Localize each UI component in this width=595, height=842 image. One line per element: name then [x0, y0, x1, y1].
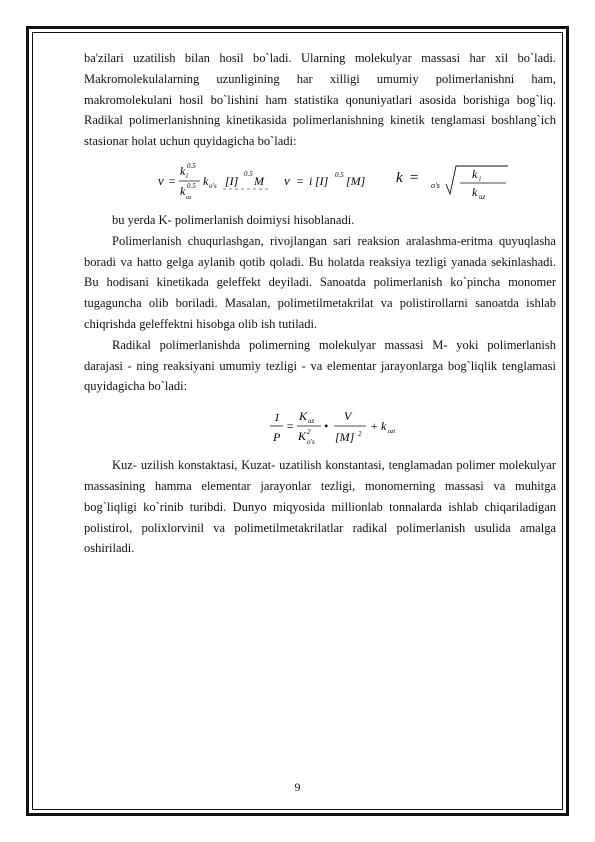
eq1-num-exp: 0.5: [187, 161, 196, 170]
eq3-eq: =: [409, 169, 420, 186]
eq4-k-last-sub: uzt: [388, 429, 396, 436]
page-number: 9: [294, 780, 301, 794]
eq4-P: P: [273, 430, 281, 445]
eq2-M: [M]: [346, 173, 366, 188]
eq1-eq: =: [168, 173, 177, 188]
paragraph-1: ba'zilari uzatilish bilan hosil bo`ladi. Ularning molekulyar massasi har xil bo`ladi. Makromolekulalarning uzunligining har xilligi umumiy polimerlanishni ham, makromolekulani hosil bo`lishini ham statistika qonuniyatlari asosida borishiga bog`liq. Radikal polimerlanishning kinetikasida polimerlanishning kinetik tenglamasi boshlang`ich stasionar holat uchun quyidagicha bo`ladi:: [84, 51, 556, 149]
molecular-mass-equation: [84, 399, 556, 451]
eq4-plus: +: [370, 419, 379, 434]
eq1-den-sub: uz: [186, 194, 192, 201]
eq2-v: ν: [284, 172, 290, 188]
eq1-kos: k: [203, 173, 209, 188]
eq1-den-k: k: [180, 183, 186, 198]
eq1-num-sub: i: [186, 171, 188, 180]
eq4-Knum-sub: uz: [308, 417, 315, 426]
eq4-Kden-exp: 2: [307, 428, 311, 437]
paragraph-4: Radikal polimerlanishda polimerning molekulyar massasi M- yoki polimerlanish darajasi - ning reaksiyani umumiy tezligi - va elementar jarayonlarga bog`liqlik tenglamasi quyidagicha bo`ladi:: [84, 337, 556, 394]
eq4-M-exp: 2: [358, 430, 362, 439]
eq4-times: •: [324, 419, 329, 434]
document-body: [84, 48, 556, 559]
paragraph-3: Polimerlanish chuqurlashgan, rivojlangan sari reaksion aralashma-eritma quyuqlasha boradi va hatto gelga aylanib qotib qoladi. Bu holatda reaksiya tezligi yanada sekinlashadi. Bu hodisani kinetikada geleffekt deyiladi. Sanoatda polimerlanish ko`pincha monomer tugaguncha olib boriladi. Masalan, polimetilmetakrilat va polistirollarni sanoatda ishlab chiqrishda geleffektni hisobga olib ish tutiladi.: [84, 233, 556, 331]
eq1-v: ν: [158, 172, 164, 188]
eq1-den-exp: 0.5: [187, 181, 196, 190]
eq1-bracket: [I]: [225, 173, 239, 188]
eq2-exp: 0.5: [335, 170, 344, 179]
eq3-sqrt-den-sub: uz: [479, 192, 486, 201]
eq4-one: 1: [274, 410, 280, 425]
paragraph-2: bu yerda K- polimerlanish doimiysi hisoblanadi.: [112, 212, 355, 227]
eq4-Kden-sub: o's: [307, 438, 315, 447]
kinetic-equation-svg: [84, 154, 556, 206]
eq3-sqrt-num: k: [472, 166, 478, 181]
eq4-k-last: k: [381, 419, 387, 434]
eq3-k: k: [396, 169, 403, 186]
molecular-mass-equation-svg: [84, 399, 556, 451]
eq4-Kden: K: [298, 429, 307, 444]
eq1-M: M: [254, 173, 264, 188]
paragraph-5: Kuz- uzilish konstaktasi, Kuzat- uzatilish konstantasi, tenglamadan polimer molekulyar massasining hamma elementar jarayonlar tezligi, monomerning massasi va muhitga bog`liqligi ko`rinib turibdi. Dunyo miqyosida millionlab tonnalarda ishlab chiqariladigan polistirol, polixlorvinil va polimetilmetakrilatlar radikal polimerlanish usulida amalga oshiriladi.: [84, 458, 556, 556]
eq4-eq: =: [286, 419, 295, 434]
eq4-V: V: [344, 409, 352, 424]
eq4-Knum: K: [299, 409, 308, 424]
eq4-M: [M]: [335, 430, 355, 445]
eq1-kos-sub: o's: [209, 181, 217, 190]
eq1-bracket-exp: 0.5: [244, 169, 253, 178]
eq2-i: i: [309, 173, 313, 188]
eq3-sqrt-den: k: [472, 184, 478, 199]
eq2-eq: =: [296, 173, 305, 188]
eq3-sqrt-num-sub: i: [479, 174, 481, 183]
eq3-kos: o's: [431, 180, 440, 190]
eq1-num-k: k: [180, 163, 186, 178]
eq2-I: [I]: [315, 173, 329, 188]
kinetic-equation: [84, 154, 556, 206]
